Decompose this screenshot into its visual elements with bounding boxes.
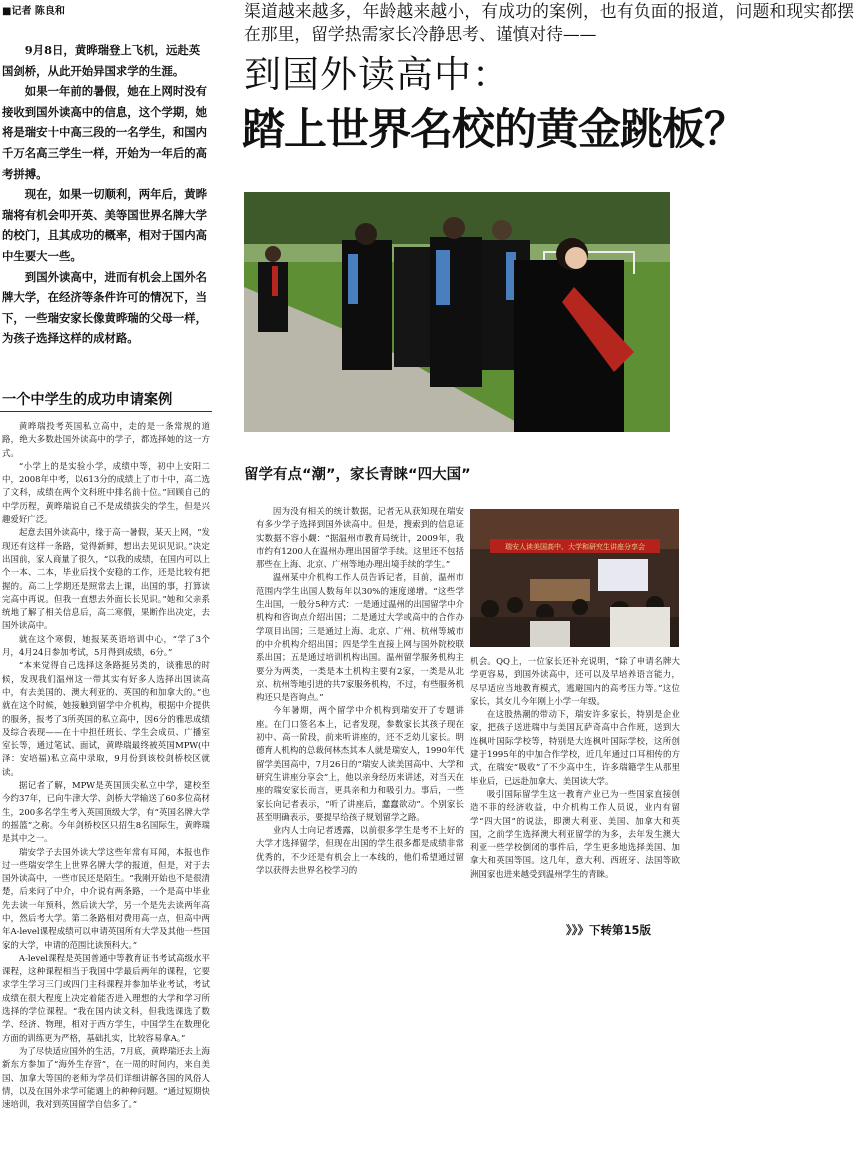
lead-paragraph: 如果一年前的暑假，她在上网时没有接收到国外读高中的信息，这个学期，她将是瑞安十中高三段的一名学生，和国内千万名高三学生一样，开始为一年后的高考拼搏。 — [2, 84, 208, 181]
article-paragraph: 黄晔瑞投考英国私立高中，走的是一条常规的道路，绝大多数赴国外读高中的学子，都选择她的这一方式。 — [2, 421, 210, 458]
article-paragraph: 吸引国际留学生这一教育产业已为一些国家直接创造不菲的经济收益，中介机构工作人员说，业内有留学“四大国”的说法，即澳大利亚、美国、加拿大和英国，之前学生选择澳大利亚留学的为多，去年发生澳大利亚一些学校倒闭的事件后，学生更多地选择美国、加拿大和英国等国。这几年，意大利、西班牙、法国等欧洲国家也进来越受到温州学生的青睐。 — [470, 788, 680, 879]
article-paragraph: “本来觉得自己选择这条路挺另类的，谈雅思的时候，发现我们温州这一带其实有好多人选择出国读高中，有去美国的、澳大利亚的、英国的和加拿大的。”也就在这个时候，她接触到留学中介机构，根据中介提供的服务，报考了3所英国的私立高中，因6分的雅思成绩及综合表现——在十中担任班长、学生会成员、广播室室长等，通过笔试、面试，黄晔瑞最终被英国MPW(中泽：安培福)私立高中录取，9月份到该校剑桥校区就读。 — [2, 660, 210, 777]
deck-text: 渠道越来越多，年龄越来越小，有成功的案例，也有负面的报道，问题和现实都摆在那里，留学热需家长冷静思考、谨慎对待—— — [244, 1, 854, 44]
continued-on-page-link[interactable]: 》》》下转第15版 — [566, 923, 652, 937]
headline: 踏上世界名校的黄金跳板？ — [242, 105, 746, 155]
article-paragraph: 瑞安学子去国外读大学这些年常有耳闻，本报也作过一些瑞安学生上世界名牌大学的报道，但是，对于去国外读高中，一些市民还是陌生。“我刚开始也不是很清楚，后来问了中介，中介说有两条路，一个是高中毕业先去读一年预科，然后读大学，另一个是先去读两年高中，然后考大学。第二条路相对费用高一点，但高中两年A-level课程成绩可以申请英国所有大学及其他一些国家的大学，申请的范围比读预科大。” — [2, 846, 210, 950]
section-divider — [0, 411, 212, 412]
article-paragraph: 业内人士向记者透露，以前很多学生是考不上好的大学才选择留学，但现在出国的学生很多都是成绩非常优秀的，不少还是有机会上一本线的，他们希望通过留学以获得去世界名校学习的 — [256, 825, 464, 876]
lead-paragraph: 9月8日，黄晔瑞登上飞机，远赴英国剑桥，从此开始异国求学的生涯。 — [2, 43, 201, 78]
article-paragraph: 因为没有相关的统计数据，记者无从获知现在瑞安有多少学子选择到国外读高中。但是，搜索到的信息证实数据不容小觑：“据温州市教育局统计，2009年，我市约有1200人在温州办理出国留学手续。这里还不包括那些在上海、北京、广州等地办理出境手续的学生。” — [256, 506, 464, 570]
article-paragraph: 起意去国外读高中，缘于高一暑假，某天上网，“发现还有这样一条路，觉得新鲜，想出去见识见识。”决定出国前，家人商量了很久，“以我的成绩，在国内可以上个一本、二本，毕业后找个安稳的工作，还是比较有把握的。高二上学期还是照常去上课，出国的事，打算读完高中再说。但我一直想去外面长长见识。”她和父亲系统地了解了相关信息后，高二寒假，果断作出决定，去国外读高中。 — [2, 527, 210, 631]
photo-caption: 留学有点“潮”，家长青睐“四大国” — [244, 467, 471, 483]
seminar-banner-text: 瑞安人读美国高中、大学和研究生讲座分享会 — [505, 543, 645, 551]
byline: ■记者 陈良和 — [2, 6, 65, 17]
article-paragraph: 今年暑期，两个留学中介机构到瑞安开了专题讲座。在门口签名本上，记者发现，参数家长其孩子现在初中、高一阶段，前来听讲座的，还不乏幼儿家长。明德育人机构的总裁何林杰其本人就是瑞安人，1990年代留学美国高中，7月26日的“瑞安人读美国高中、大学和研究生讲座分享会”上，他以亲身经历来讲述，对当天在座的瑞安家长而言，更具亲和力和吸引力。事后，一些家长向记者表示，“听了讲座后，蠢蠢欲动”。个别家长甚至明确表示，要提早给孩子规划留学之路。 — [256, 705, 464, 822]
article-paragraph: “小学上的是实验小学，成绩中等，初中上安阳二中，2008年中考，以613分的成绩上了市十中，高二选了文科，成绩在两个文科班中排名前十位。”回顾自己的中学历程，黄晔瑞说自己不是成绩拔尖的学生，但是兴趣爱好广泛。 — [2, 460, 210, 525]
article-paragraph: 据记者了解，MPW是英国顶尖私立中学，建校至今约37年，已向牛津大学、剑桥大学输送了60多位高材生，200多名学生考入英国顶级大学，有“英国名牌大学的摇篮”之称。今年剑桥校区只招生8名国际生，黄晔瑞是其中之一。 — [2, 780, 210, 844]
article-column-2 — [256, 505, 464, 877]
lead-paragraph: 现在，如果一切顺利，两年后，黄晔瑞将有机会叩开英、美等国世界名牌大学的校门，且其成功的概率，相对于国内高中生要大一些。 — [2, 187, 208, 263]
seminar-photo — [470, 509, 679, 647]
article-paragraph: A-level课程是英国普通中等教育证书考试高级水平课程，这种课程相当于我国中学最后两年的课程，它要求学生学习三门或四门主科课程并参加毕业考试，考试成绩在很大程度上决定着能否进入理想的大学和学习所选择的学位课程。“我在国内读文科，但我选课选了数学、经济、物理，相对于西方学生，中国学生在数理化方面的训练更为严格，基础扎实，比较容易拿A。” — [2, 952, 210, 1043]
article-paragraph: 机会。QQ上，一位家长还补充说明，“除了申请名牌大学更容易，到国外读高中，还可以及早培养语言能力，尽早适应当地教育模式，逃避国内的高考压力等。”这位家长，其女儿今年刚上小学一年级。 — [470, 656, 680, 706]
article-paragraph: 温州某中介机构工作人员告诉记者，目前，温州市范围内学生出国人数每年以30%的速度递增。“这些学生出国，一般分5种方式：一是通过温州的出国留学中介机构和咨询点介绍出国；二是通过大学或高中的合作办学项目出国；三是通过上海、北京、广州、杭州等城市的中介机构介绍出国；四是学生直接上网与国外院校联系出国；五是通过培训机构出国。温州留学服务机构主要分为两类，一类是本土机构主要有2家，一类是从北京、杭州等地引进的共7家服务机构，不过，有些服务机构还只是咨询点。” — [256, 572, 464, 703]
section-title: 一个中学生的成功申请案例 — [2, 392, 173, 408]
article-paragraph: 在这股热潮的带动下，瑞安许多家长，特别是企业家，把孩子送进瑞中与美国瓦萨奇高中合作班，送到大连枫叶国际学校等，特别是大连枫叶国际学校，这所创建于1995年的中加合作学校，近几年通过口耳相传的方式，在瑞安“吸收”了不少高中生，许多瑞籍学生从那里毕业后，已远赴加拿大、美国读大学。 — [470, 709, 680, 786]
graduation-photo — [244, 192, 670, 432]
kicker-title: 到国外读高中： — [244, 53, 510, 96]
article-paragraph: 就在这个寒假，她报某英语培训中心，“学了3个月，4月24日参加考试，5月得到成绩，6分。” — [2, 633, 210, 658]
article-paragraph: 为了尽快适应国外的生活，7月底，黄晔瑞还去上海新东方参加了“海外生存营”，在一周的时间内，来自美国、加拿大等国的老师为学员们详细讲解各国的风俗人情，以及在国外求学可能遇上的种种问题。“通过短期快速培训，我对到英国留学自信多了。” — [2, 1045, 210, 1110]
lead-paragraphs — [2, 40, 210, 349]
article-column-3 — [470, 655, 680, 881]
article-column-1 — [2, 420, 210, 1111]
lead-paragraph: 到国外读高中，进而有机会上国外名牌大学，在经济等条件许可的情况下，当下，一些瑞安家长像黄晔瑞的父母一样，为孩子选择这样的成材路。 — [2, 269, 208, 346]
